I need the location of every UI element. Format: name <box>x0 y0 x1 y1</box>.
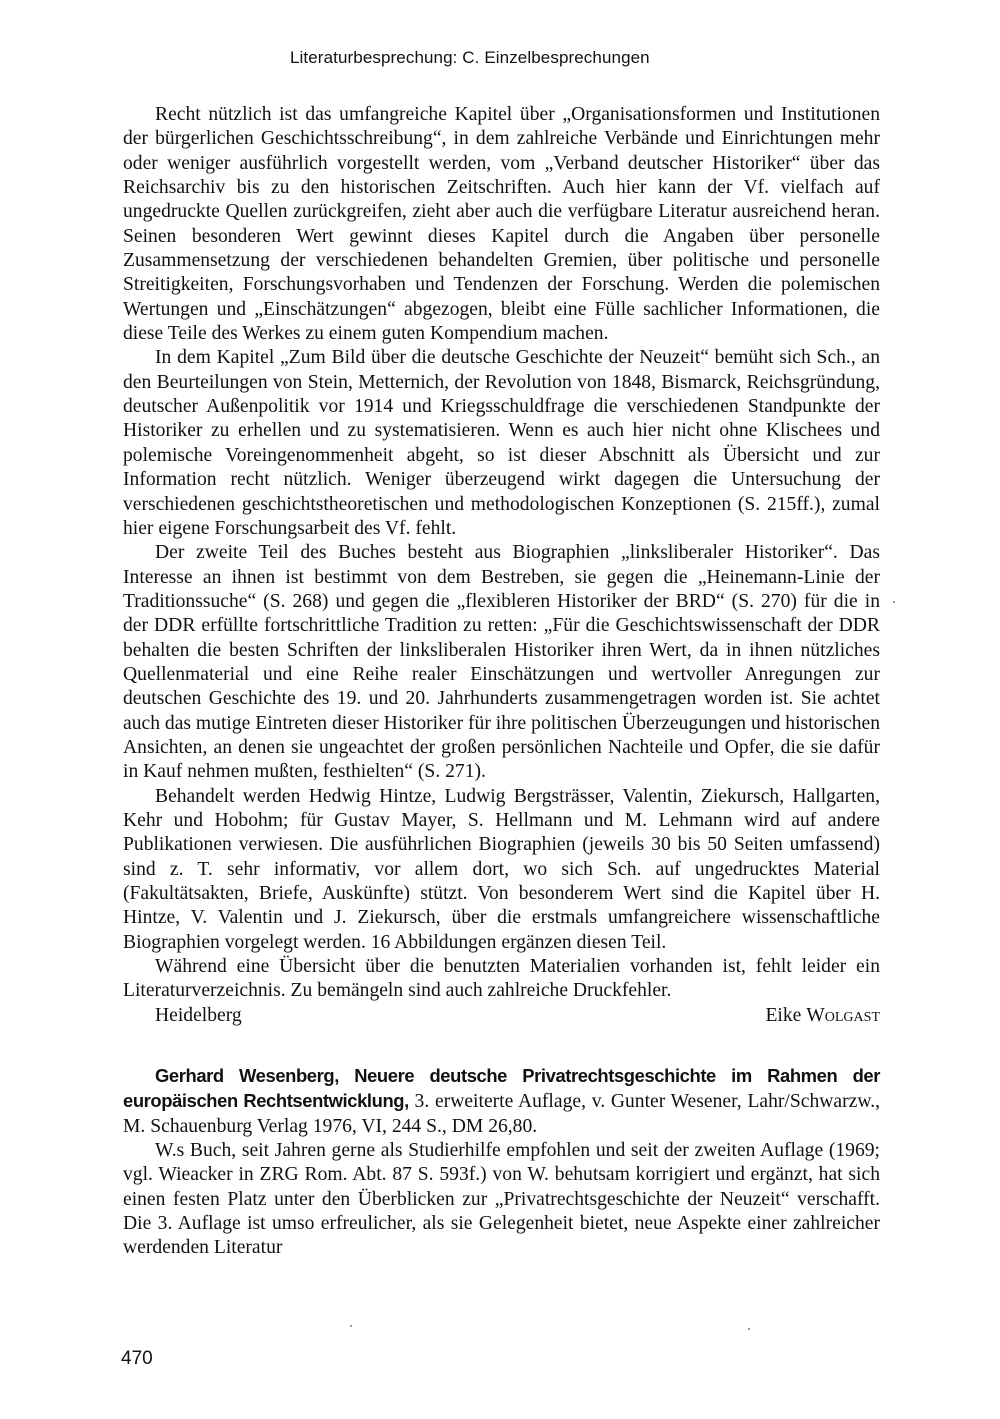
paragraph: In dem Kapitel „Zum Bild über die deutsche Geschichte der Neuzeit“ bemüht sich Sch., an den Beurteilungen von Stein, Metternich, der Revolution von 1848, Bismarck, Reichsgründung, deutscher Außenpolitik vor 1914 und Kriegsschuldfrage die verschiedenen Standpunkte der Historiker zu erhellen und zu systematisieren. Wenn es auch hier nicht ohne Klischees und polemische Voreingenommenheit abgeht, so ist dieser Abschnitt als Übersicht und zur Information recht nützlich. Weniger überzeugend wirkt dagegen die Untersuchung der verschiedenen geschichtstheoretischen und methodologischen Konzeptionen (S. 215ff.), zumal hier eigene Forschungsarbeit des Vf. fehlt. <box>123 347 880 539</box>
signature-author <box>765 1004 880 1028</box>
paragraph: Behandelt werden Hedwig Hintze, Ludwig Bergsträsser, Valentin, Ziekursch, Hallgarten, Kehr und Hobohm; für Gustav Mayer, S. Hellmann und M. Lehmann wird auf andere Publikationen verwiesen. Die ausführlichen Biographien (jeweils 30 bis 50 Seiten umfassend) sind z. T. sehr informativ, vor allem dort, wo sich Sch. auf ungedrucktes Material (Fakultätsakten, Briefe, Auskünfte) stützt. Von besonderem Wert sind die Kapitel über H. Hintze, V. Valentin und J. Ziekursch, über die erstmals umfangreichere wissenschaftliche Biographien vorgelegt werden. 16 Abbildungen ergänzen diesen Teil. <box>123 785 880 953</box>
paragraph: Recht nützlich ist das umfangreiche Kapitel über „Organisationsformen und Institutionen der bürgerlichen Geschichtsschreibung“, in dem zahlreiche Verbände und Einrichtungen mehr oder weniger ausführlich vorgestellt werden, vom „Verband deutscher Historiker“ über das Reichsarchiv bis zu den historischen Zeitschriften. Auch hier kann der Vf. vielfach auf ungedruckte Quellen zurückgreifen, zieht aber auch die verfügbare Literatur ausreichend heran. Seinen besonderen Wert gewinnt dieses Kapitel durch die Angaben über personelle Zusammensetzung der verschiedenen behandelten Gremien, über politische und personelle Streitigkeiten, Forschungsvorhaben und Tendenzen der Forschung. Werden die polemischen Wertungen und „Einschätzungen“ abgezogen, bleibt eine Fülle sachlicher Informationen, die diese Teile des Werkes zu einem guten Kompendium machen. <box>123 104 880 345</box>
next-review-title: Gerhard Wesenberg, Neuere deutsche Privatrechtsgeschichte im Rahmen der europäischen Rechtsentwicklung, <box>123 1065 880 1112</box>
paragraph: Während eine Übersicht über die benutzten Materialien vorhanden ist, fehlt leider ein Literaturverzeichnis. Zu bemängeln sind auch zahlreiche Druckfehler. <box>123 956 880 1002</box>
page-number: 470 <box>121 1348 153 1369</box>
section-gap <box>123 1028 880 1064</box>
review-body <box>123 103 880 1261</box>
next-review-heading <box>123 1064 880 1139</box>
scan-speck <box>893 601 895 603</box>
author-last-name: Wolgast <box>806 1004 880 1026</box>
scan-speck <box>350 1325 352 1327</box>
author-first-name: Eike <box>765 1004 802 1026</box>
next-review-paragraph: W.s Buch, seit Jahren gerne als Studierhilfe empfohlen und seit der zweiten Auflage (1969; vgl. Wieacker in ZRG Rom. Abt. 87 S. 593f.) von W. behutsam korrigiert und ergänzt, hat sich einen festen Platz unter den Überblicken zur „Privatrechtsgeschichte der Neuzeit“ verschafft. Die 3. Auflage ist umso erfreulicher, als sie Gelegenheit bietet, neue Aspekte einer zahlreicher werdenden Literatur <box>123 1140 880 1259</box>
scan-speck <box>748 1328 750 1330</box>
review-signature <box>123 1004 880 1028</box>
paragraph: Der zweite Teil des Buches besteht aus Biographien „linksliberaler Historiker“. Das Interesse an ihnen ist bestimmt von dem Bestreben, sie gegen die „Heinemann-Linie der Traditionssuche“ (S. 268) und gegen die „flexibleren Historiker der BRD“ (S. 270) für die in der DDR erfüllte fortschrittliche Tradition zu retten: „Für die Geschichtswissenschaft der DDR behalten die besten Schriften der linksliberalen Historiker ihren Wert, da in ihnen nützliches Quellenmaterial und eine Reihe realer Einschätzungen und wertvoller Anregungen zur deutschen Geschichte des 19. und 20. Jahrhunderts zusammengetragen worden ist. Sie achtet auch das mutige Eintreten dieser Historiker für ihre politischen Überzeugungen und historischen Ansichten, an denen sie ungeachtet der großen persönlichen Nachteile und Opfer, die sie dafür in Kauf nehmen mußten, festhielten“ (S. 271). <box>123 542 880 783</box>
running-head: Literaturbesprechung: C. Einzelbesprechungen <box>290 48 650 67</box>
next-review-bibliographic-info: 3. erweiterte Auflage, v. Gunter Wesener, Lahr/Schwarzw., M. Schauenburg Verlag 1976, VI, 244 S., DM 26,80. <box>123 1091 881 1137</box>
signature-place: Heidelberg <box>155 1004 242 1026</box>
